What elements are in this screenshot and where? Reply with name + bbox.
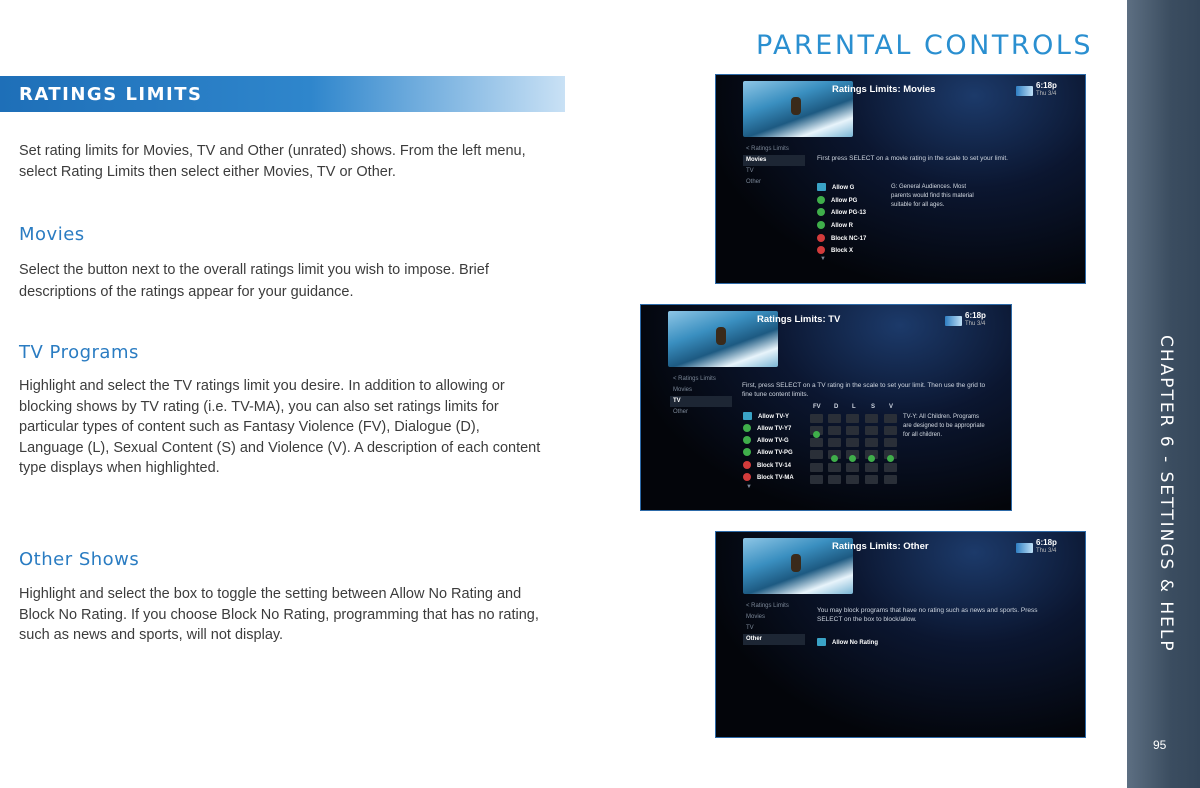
menu-item-tv[interactable]: TV [746, 625, 754, 631]
grid-cell[interactable] [828, 475, 841, 484]
grid-header-l: L [852, 404, 856, 410]
selected-box-icon [817, 183, 826, 191]
allow-icon [817, 221, 825, 229]
grid-cell[interactable] [884, 475, 897, 484]
grid-cell[interactable] [828, 414, 841, 423]
grid-cell[interactable] [865, 450, 878, 459]
grid-cell[interactable] [828, 450, 841, 459]
grid-cell[interactable] [810, 475, 823, 484]
grid-cell[interactable] [828, 426, 841, 435]
intro-text: Set rating limits for Movies, TV and Other (unrated) shows. From the left menu, select Rating Limits then select either Movies, TV or Other. [19, 143, 526, 180]
rating-option[interactable]: Block TV-14 [743, 461, 791, 472]
rating-description: TV-Y: All Children. Programs are designed to be appropriate for all children. [903, 414, 985, 438]
page-header: PARENTAL CONTROLS [756, 30, 1094, 61]
menu-item-movies[interactable]: Movies [743, 155, 805, 166]
screen-prompt: You may block programs that have no rating such as news and sports. Press SELECT on the box to block/allow. [817, 607, 1038, 623]
menu-item-ratings-limits[interactable]: < Ratings Limits [746, 603, 789, 609]
rating-option[interactable]: Allow TV-Y7 [743, 424, 791, 435]
menu-item-other[interactable]: Other [743, 634, 805, 645]
menu-item-ratings-limits[interactable]: < Ratings Limits [746, 146, 789, 152]
screen-title: Ratings Limits: Other [832, 541, 929, 552]
grid-cell[interactable] [846, 438, 859, 447]
block-icon [817, 234, 825, 242]
rating-option[interactable]: Allow TV-G [743, 436, 789, 447]
screen-title: Ratings Limits: Movies [832, 84, 936, 95]
directv-logo-icon [945, 316, 962, 326]
menu-item-other[interactable]: Other [673, 409, 689, 415]
clock: 6:18p Thu 3/4 [1036, 81, 1057, 97]
scroll-down-icon[interactable]: ▼ [820, 256, 826, 262]
rating-option[interactable]: Block NC-17 [817, 234, 866, 245]
grid-cell[interactable] [828, 463, 841, 472]
menu-item-movies[interactable]: Movies [673, 387, 693, 393]
rating-option[interactable]: Allow G [817, 183, 854, 194]
block-icon [817, 246, 825, 254]
grid-cell[interactable] [865, 414, 878, 423]
menu-item-movies[interactable]: Movies [746, 614, 766, 620]
selected-box-icon [743, 412, 752, 420]
other-text: Highlight and select the box to toggle the setting between Allow No Rating and Block No Rating. If you choose Block No Rating, programming that has no rating, such as news and sports, will not display. [19, 586, 539, 643]
grid-cell[interactable] [810, 438, 823, 447]
tv-screenshot [640, 304, 1012, 511]
menu-item-tv[interactable]: TV [670, 396, 732, 407]
screen-prompt: First, press SELECT on a TV rating in the scale to set your limit. Then use the grid to fine tune content limits. [742, 382, 986, 398]
grid-cell[interactable] [865, 463, 878, 472]
left-menu [743, 601, 805, 645]
allow-icon [817, 196, 825, 204]
allow-icon [743, 436, 751, 444]
grid-cell[interactable] [810, 450, 823, 459]
grid-cell[interactable] [846, 463, 859, 472]
grid-cell[interactable] [828, 438, 841, 447]
section-title: RATINGS LIMITS [19, 84, 203, 105]
block-icon [743, 473, 751, 481]
rating-option[interactable]: Block X [817, 246, 853, 257]
rating-option[interactable]: Allow R [817, 221, 853, 232]
grid-cell[interactable] [810, 414, 823, 423]
grid-cell[interactable] [846, 414, 859, 423]
other-heading: Other Shows [19, 549, 140, 570]
allow-no-rating-option[interactable]: Allow No Rating [817, 638, 878, 649]
rating-option[interactable]: Allow PG-13 [817, 208, 866, 219]
tv-heading: TV Programs [19, 342, 139, 363]
block-icon [743, 461, 751, 469]
grid-cell[interactable] [846, 475, 859, 484]
movies-text: Select the button next to the overall ratings limit you wish to impose. Brief descriptions of the ratings appear for your guidance. [19, 262, 489, 300]
grid-cell[interactable] [865, 475, 878, 484]
screen-prompt: First press SELECT on a movie rating in the scale to set your limit. [817, 155, 1008, 162]
left-menu [670, 374, 732, 418]
selected-box-icon [817, 638, 826, 646]
grid-cell[interactable] [884, 426, 897, 435]
menu-item-other[interactable]: Other [746, 179, 762, 185]
rating-option[interactable]: Block TV-MA [743, 473, 794, 484]
allow-icon [817, 208, 825, 216]
clock: 6:18p Thu 3/4 [965, 311, 986, 327]
clock: 6:18p Thu 3/4 [1036, 538, 1057, 554]
chapter-label: CHAPTER 6 - SETTINGS & HELP [1156, 335, 1176, 653]
grid-cell[interactable] [884, 414, 897, 423]
allow-icon [743, 424, 751, 432]
tv-text: Highlight and select the TV ratings limit you desire. In addition to allowing or blocking shows by TV rating (i.e. TV-MA), you can also set ratings limits for particular types of content such as Fantasy Violence (FV), Dialogue (D), Language (L), Sexual Content (S) and Violence (V). A description of each content type displays when highlighted. [19, 378, 541, 476]
left-menu [743, 144, 805, 188]
grid-header-v: V [889, 404, 894, 410]
grid-cell[interactable] [865, 438, 878, 447]
grid-cell[interactable] [846, 426, 859, 435]
rating-option[interactable]: Allow TV-PG [743, 448, 793, 459]
grid-cell[interactable] [810, 426, 823, 435]
rating-option[interactable]: Allow PG [817, 196, 857, 207]
screen-title: Ratings Limits: TV [757, 314, 841, 325]
grid-cell[interactable] [846, 450, 859, 459]
rating-description: G: General Audiences. Most parents would find this material suitable for all ages. [891, 184, 974, 208]
other-screenshot [715, 531, 1086, 738]
grid-header-s: S [871, 404, 876, 410]
grid-header-fv: FV [813, 404, 821, 410]
movies-screenshot [715, 74, 1086, 284]
page-number: 95 [1153, 738, 1167, 752]
directv-logo-icon [1016, 86, 1033, 96]
grid-cell[interactable] [884, 450, 897, 459]
grid-cell[interactable] [884, 463, 897, 472]
grid-header-d: D [834, 404, 839, 410]
allow-icon [743, 448, 751, 456]
grid-cell[interactable] [810, 463, 823, 472]
menu-item-ratings-limits[interactable]: < Ratings Limits [673, 376, 716, 382]
movies-heading: Movies [19, 224, 85, 245]
menu-item-tv[interactable]: TV [746, 168, 754, 174]
directv-logo-icon [1016, 543, 1033, 553]
rating-option[interactable]: Allow TV-Y [743, 412, 789, 423]
scroll-down-icon[interactable]: ▼ [746, 484, 752, 490]
grid-cell[interactable] [884, 438, 897, 447]
grid-cell[interactable] [865, 426, 878, 435]
